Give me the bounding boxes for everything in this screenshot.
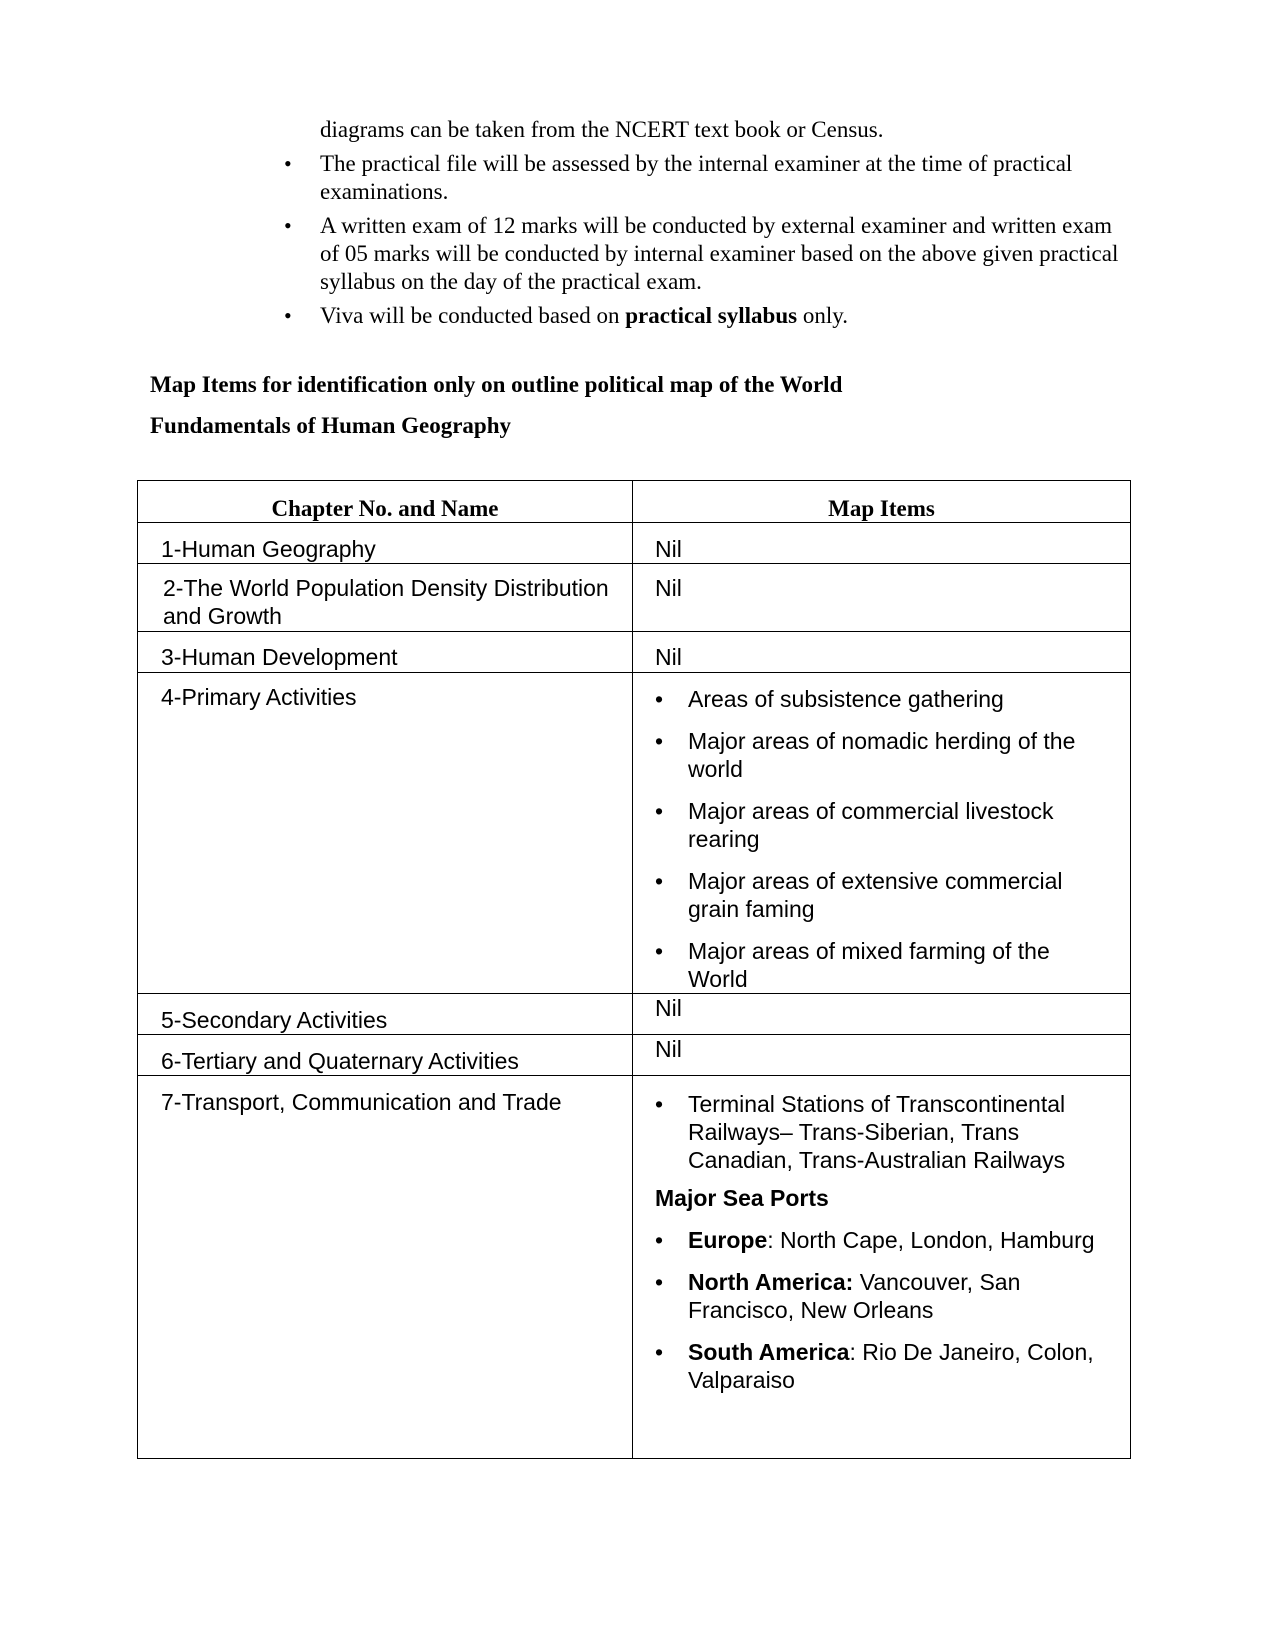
port-list: North Cape, London, Hamburg (780, 1227, 1095, 1253)
table-row (138, 673, 1131, 994)
region-label: Europe (688, 1227, 768, 1253)
list-item-text: Viva will be conducted based on (320, 303, 626, 328)
map-item-cell: Nil (633, 632, 1131, 673)
table-row (138, 564, 1131, 632)
intro-section (320, 116, 1120, 336)
chapter-cell: 3-Human Development (138, 632, 633, 673)
separator: : (767, 1227, 781, 1253)
table-row (138, 1035, 1131, 1076)
chapter-cell: 1-Human Geography (138, 523, 633, 564)
map-item: • Terminal Stations of Transcontinental Railways– Trans-Siberian, Trans Canadian, Trans-Australian Railways (655, 1090, 1110, 1174)
section-heading: Map Items for identification only on outline political map of the World (150, 372, 843, 397)
table-row (138, 523, 1131, 564)
table-row (138, 632, 1131, 673)
map-item-cell (633, 1076, 1131, 1459)
map-item-cell: Nil (633, 994, 1131, 1035)
column-header-chapter: Chapter No. and Name (138, 481, 633, 523)
map-item-cell (633, 673, 1131, 994)
map-item-list (655, 685, 1110, 993)
map-items-table (137, 480, 1131, 1459)
continuation-text: diagrams can be taken from the NCERT text book or Census. (320, 117, 884, 142)
column-header-map-items: Map Items (633, 481, 1131, 523)
separator: : (849, 1339, 863, 1365)
list-item-bold-text: practical syllabus (625, 303, 798, 328)
map-item: • Major areas of nomadic herding of the world (655, 727, 1110, 783)
map-item-cell: Nil (633, 1035, 1131, 1076)
chapter-cell: 5-Secondary Activities (138, 994, 633, 1035)
map-item: • Major areas of extensive commercial grain faming (655, 867, 1110, 923)
port-list: Rio De Janeiro, Colon, Valparaiso (688, 1339, 1094, 1393)
list-item (320, 302, 1120, 330)
sea-port-item (655, 1226, 1110, 1254)
sea-ports-list (655, 1226, 1110, 1394)
map-item: • Major areas of mixed farming of the World (655, 937, 1110, 993)
chapter-cell: 6-Tertiary and Quaternary Activities (138, 1035, 633, 1076)
map-item-cell: Nil (633, 523, 1131, 564)
table-row (138, 1076, 1131, 1459)
chapter-cell: 2-The World Population Density Distribution and Growth (138, 564, 633, 632)
map-item: • Major areas of commercial livestock rearing (655, 797, 1110, 853)
map-item: • Areas of subsistence gathering (655, 685, 1110, 713)
table-row (138, 994, 1131, 1035)
sea-ports-subheading: Major Sea Ports (655, 1185, 829, 1211)
chapter-cell: 7-Transport, Communication and Trade (138, 1076, 633, 1459)
subsection-heading: Fundamentals of Human Geography (150, 413, 512, 438)
list-item-text: only. (797, 303, 848, 328)
list-item: • A written exam of 12 marks will be conducted by external examiner and written exam of 05 marks will be conducted by internal examiner based on the above given practical syllabus on the day of the practical exam. (320, 212, 1120, 296)
port-list: Vancouver, San Francisco, New Orleans (688, 1269, 1021, 1323)
sea-port-item (655, 1338, 1110, 1394)
list-item: • The practical file will be assessed by the internal examiner at the time of practical examinations. (320, 150, 1120, 206)
instruction-list (320, 150, 1120, 330)
region-label: North America: (688, 1269, 854, 1295)
region-label: South America (688, 1339, 850, 1365)
sea-port-item (655, 1268, 1110, 1324)
chapter-cell: 4-Primary Activities (138, 673, 633, 994)
map-item-list (655, 1090, 1110, 1174)
map-item-cell: Nil (633, 564, 1131, 632)
table-header-row (138, 481, 1131, 523)
